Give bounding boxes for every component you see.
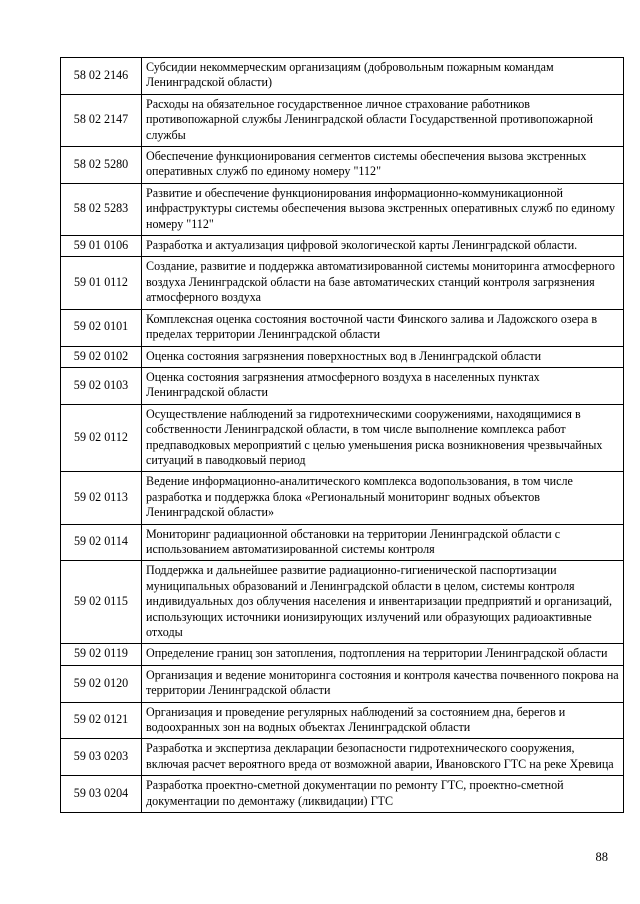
row-code: 59 02 0114: [61, 524, 142, 561]
row-description: Определение границ зон затопления, подтопления на территории Ленинградской области: [142, 644, 624, 665]
row-code: 59 02 0103: [61, 367, 142, 404]
row-code: 59 02 0119: [61, 644, 142, 665]
table-row: [61, 236, 624, 257]
row-code: 58 02 2146: [61, 58, 142, 95]
table-row: [61, 183, 624, 235]
row-code: 59 02 0115: [61, 561, 142, 644]
table-row: [61, 257, 624, 309]
page-number: 88: [595, 850, 608, 864]
row-code: 58 02 5283: [61, 183, 142, 235]
row-description: Создание, развитие и поддержка автоматизированной системы мониторинга атмосферного воздуха Ленинградской области на базе автоматических станций контроля загрязнения атмосферного воздуха: [142, 257, 624, 309]
row-code: 59 02 0102: [61, 346, 142, 367]
table-row: [61, 404, 624, 472]
row-code: 59 01 0112: [61, 257, 142, 309]
budget-codes-table: [60, 57, 624, 813]
row-description: Оценка состояния загрязнения атмосферного воздуха в населенных пунктах Ленинградской области: [142, 367, 624, 404]
table-row: [61, 644, 624, 665]
row-code: 59 01 0106: [61, 236, 142, 257]
row-description: Расходы на обязательное государственное личное страхование работников противопожарной службы Ленинградской области Государственной противопожарной службы: [142, 94, 624, 146]
table-row: [61, 665, 624, 702]
row-code: 59 02 0101: [61, 309, 142, 346]
row-code: 59 03 0203: [61, 739, 142, 776]
row-description: Субсидии некоммерческим организациям (добровольным пожарным командам Ленинградской области): [142, 58, 624, 95]
row-description: Развитие и обеспечение функционирования информационно-коммуникационной инфраструктуры системы обеспечения вызова экстренных оперативных служб по единому номеру "112": [142, 183, 624, 235]
row-description: Организация и проведение регулярных наблюдений за состоянием дна, берегов и водоохранных зон на водных объектах Ленинградской области: [142, 702, 624, 739]
table-row: [61, 739, 624, 776]
table-row: [61, 346, 624, 367]
row-description: Комплексная оценка состояния восточной части Финского залива и Ладожского озера в пределах территории Ленинградской области: [142, 309, 624, 346]
table-row: [61, 776, 624, 813]
row-code: 59 02 0120: [61, 665, 142, 702]
row-description: Ведение информационно-аналитического комплекса водопользования, в том числе разработка и поддержка блока «Региональный мониторинг водных объектов Ленинградской области»: [142, 472, 624, 524]
row-description: Разработка и экспертиза декларации безопасности гидротехнического сооружения, включая расчет вероятного вреда от возможной аварии, Ивановского ГТС на реке Хревица: [142, 739, 624, 776]
row-code: 59 02 0121: [61, 702, 142, 739]
row-code: 59 03 0204: [61, 776, 142, 813]
table-row: [61, 309, 624, 346]
row-description: Мониторинг радиационной обстановки на территории Ленинградской области с использованием автоматизированной системы контроля: [142, 524, 624, 561]
table-row: [61, 472, 624, 524]
row-description: Разработка проектно-сметной документации по ремонту ГТС, проектно-сметной документации по демонтажу (ликвидации) ГТС: [142, 776, 624, 813]
row-code: 58 02 5280: [61, 147, 142, 184]
table-row: [61, 524, 624, 561]
table-row: [61, 702, 624, 739]
row-code: 58 02 2147: [61, 94, 142, 146]
row-description: Оценка состояния загрязнения поверхностных вод в Ленинградской области: [142, 346, 624, 367]
row-description: Обеспечение функционирования сегментов системы обеспечения вызова экстренных оперативных служб по единому номеру "112": [142, 147, 624, 184]
row-description: Разработка и актуализация цифровой экологической карты Ленинградской области.: [142, 236, 624, 257]
row-description: Осуществление наблюдений за гидротехническими сооружениями, находящимися в собственности Ленинградской области, в том числе выполнение комплекса работ предпаводковых мероприятий с целью уменьшения риска возникновения чрезвычайных ситуаций в паводковый период: [142, 404, 624, 472]
table-body: [61, 58, 624, 813]
table-row: [61, 561, 624, 644]
row-code: 59 02 0112: [61, 404, 142, 472]
row-description: Организация и ведение мониторинга состояния и контроля качества почвенного покрова на территории Ленинградской области: [142, 665, 624, 702]
row-code: 59 02 0113: [61, 472, 142, 524]
table-row: [61, 147, 624, 184]
table-row: [61, 58, 624, 95]
row-description: Поддержка и дальнейшее развитие радиационно-гигиенической паспортизации муниципальных образований и Ленинградской области в целом, системы контроля индивидуальных доз облучения населения и инвентаризации предприятий и организаций, использующих источники ионизирующих излучений или образующих радиоактивные отходы: [142, 561, 624, 644]
table-row: [61, 94, 624, 146]
table-row: [61, 367, 624, 404]
